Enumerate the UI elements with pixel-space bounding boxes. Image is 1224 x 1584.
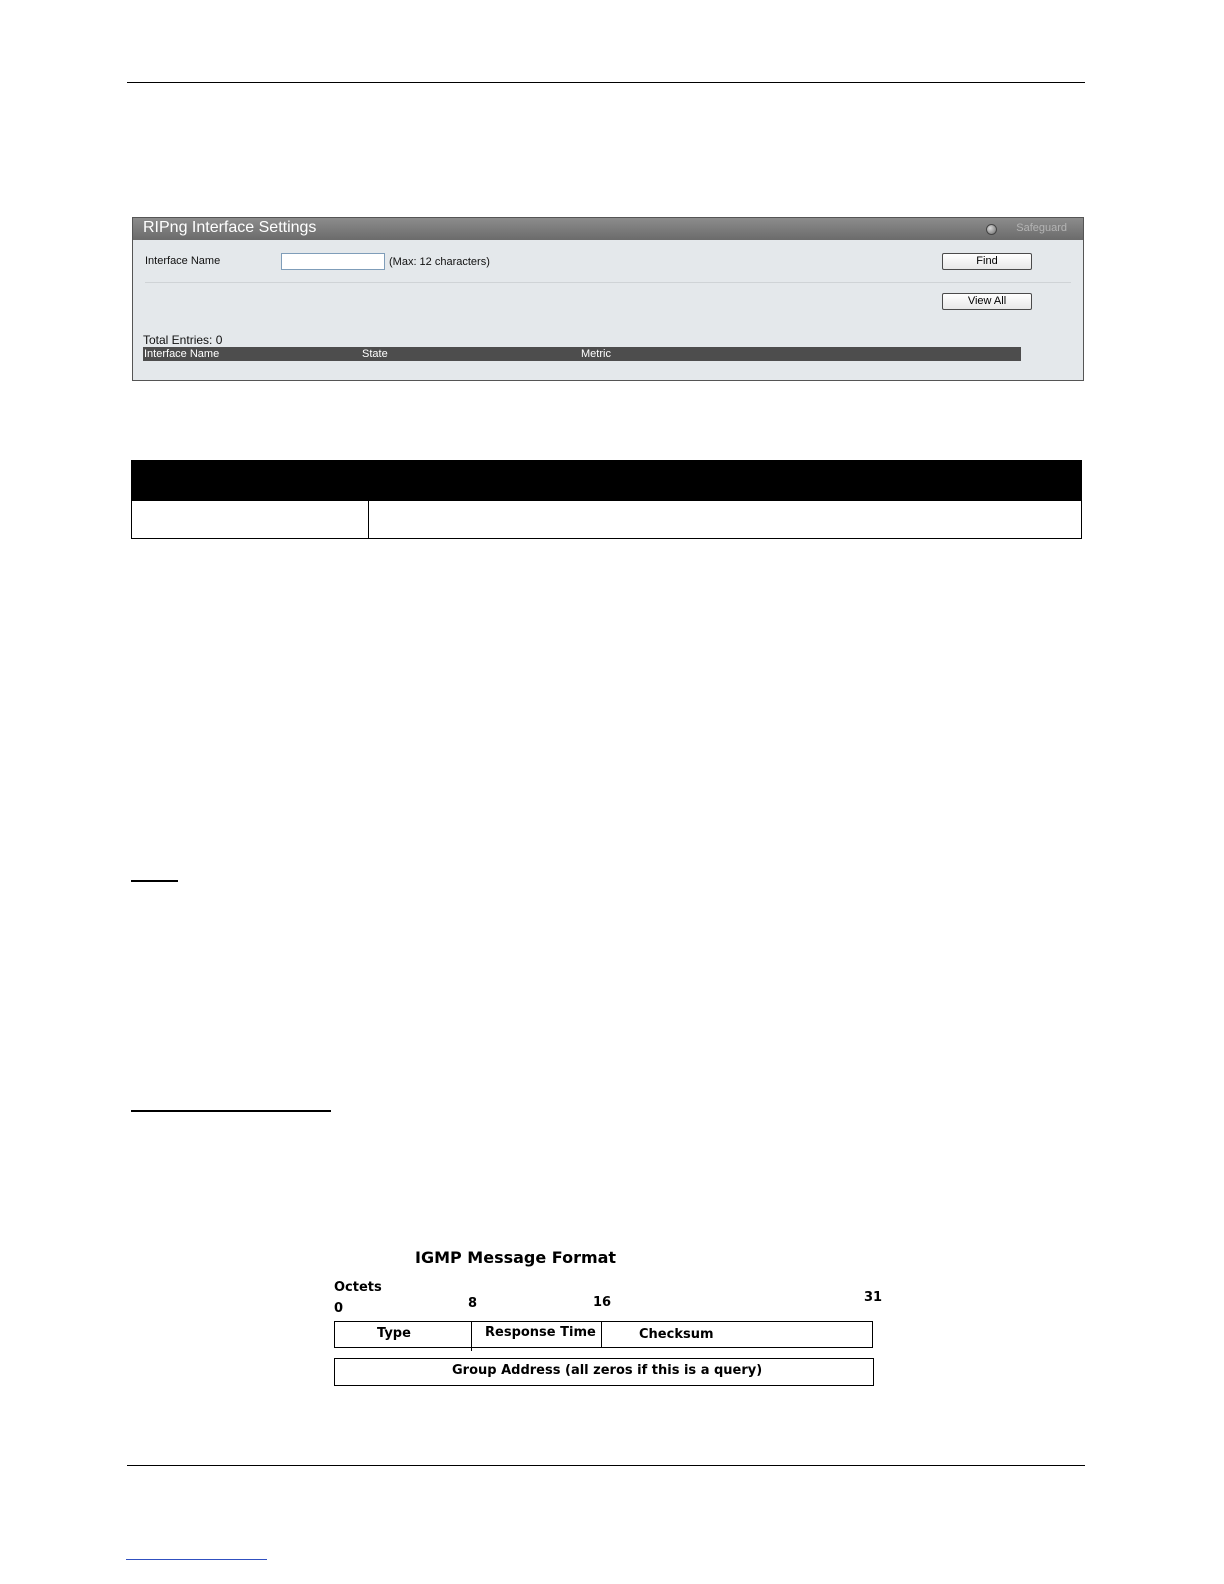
max-characters-hint: (Max: 12 characters) [389, 256, 490, 268]
total-entries: Total Entries: 0 [143, 333, 223, 347]
response-field-divider [601, 1321, 602, 1348]
description-cell [369, 501, 1081, 538]
type-field: Type [377, 1326, 411, 1341]
column-interface-name: Interface Name [144, 348, 220, 360]
footer-link-underline [126, 1559, 267, 1560]
bit-label-0: 0 [334, 1301, 344, 1316]
header-row-box [334, 1321, 873, 1348]
ripng-interface-settings-panel [132, 217, 1084, 381]
group-address-field: Group Address (all zeros if this is a query) [452, 1363, 763, 1378]
checksum-field: Checksum [639, 1327, 714, 1342]
interface-name-input[interactable] [281, 253, 385, 270]
bit-label-8: 8 [468, 1296, 478, 1311]
section-heading-underline [131, 1110, 331, 1112]
view-all-button[interactable]: View All [942, 293, 1032, 310]
bit-label-16: 16 [593, 1295, 612, 1310]
octets-label: Octets [334, 1280, 382, 1295]
column-state: State [362, 348, 388, 360]
type-field-divider [471, 1321, 472, 1351]
note-heading-underline [131, 880, 178, 882]
column-metric: Metric [581, 348, 611, 360]
footer-rule [127, 1465, 1085, 1466]
response-time-field: Response Time [485, 1325, 596, 1340]
header-rule [127, 82, 1085, 83]
safeguard-indicator-icon [986, 224, 997, 235]
results-table-header [143, 347, 1021, 361]
description-table-header [132, 461, 1081, 501]
find-button[interactable]: Find [942, 253, 1032, 270]
diagram-title: IGMP Message Format [415, 1248, 617, 1267]
panel-title: RIPng Interface Settings [143, 219, 317, 236]
interface-name-label: Interface Name [145, 255, 221, 267]
safeguard-label: Safeguard [1016, 222, 1067, 234]
parameter-cell [132, 501, 368, 538]
bit-label-31: 31 [864, 1290, 883, 1305]
panel-titlebar [133, 218, 1083, 240]
parameter-description-table [131, 460, 1082, 539]
panel-divider [145, 282, 1071, 283]
